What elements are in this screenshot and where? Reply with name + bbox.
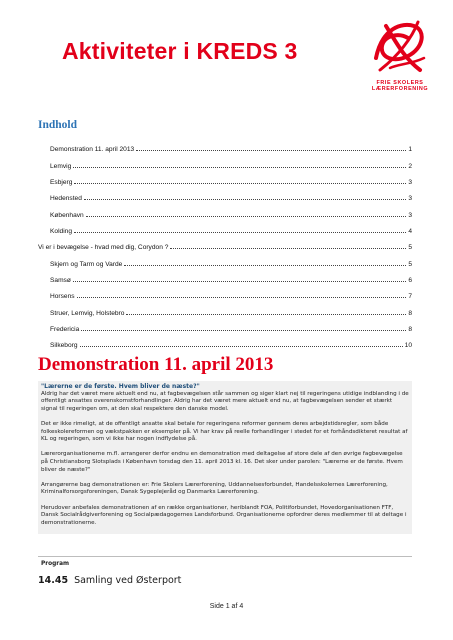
- toc-entry[interactable]: [38, 137, 412, 153]
- toc-entry-page: 5: [408, 260, 412, 268]
- toc-entry-page: 5: [408, 244, 412, 252]
- toc-entry-label: Horsens: [50, 293, 75, 301]
- schedule-text: Samling ved Østerport: [74, 575, 182, 586]
- announcement-subtitle: "Lærerne er de første. Hvem bliver de næste?": [41, 383, 200, 390]
- toc-entry[interactable]: [38, 300, 412, 316]
- toc-entry[interactable]: [38, 268, 412, 284]
- toc-entry-label: Vi er i bevægelse - hvad med dig, Corydon ?: [38, 244, 169, 252]
- schedule-item: [38, 575, 181, 586]
- toc-entry-page: 4: [408, 228, 412, 236]
- toc-dot-leader: [74, 182, 406, 184]
- toc-dot-leader: [73, 166, 406, 168]
- schedule-time: 14.45: [38, 575, 69, 586]
- frie-skolers-logo: [358, 18, 442, 98]
- announcement-box: [38, 381, 412, 534]
- toc-entry-label: Lemvig: [50, 162, 72, 170]
- toc-entry-label: Demonstration 11. april 2013: [50, 146, 135, 154]
- toc-entry-page: 2: [408, 162, 412, 170]
- announcement-paragraph: Arrangørerne bag demonstrationen er: Frie Skolers Lærerforening, Uddannelsesforbundet, Handelsskolernes Lærerforening, Kriminalforsorgsforeningen, Dansk Sygeplejeråd og Danmarks Lærerforening.: [41, 481, 388, 496]
- toc-entry-page: 8: [408, 326, 412, 334]
- toc-entry-page: 3: [408, 195, 412, 203]
- announcement-paragraph: Lærerorganisationerne m.fl. arrangerer derfor endnu en demonstration med deltagelse af store dele af den øvrige fagbevægelse på Christiansborg Slotsplads i København torsdag den 11. april 2013 kl. 16. Det sker under parolen: "Lærerne er de første. Hvem bliver de næste?": [41, 451, 403, 473]
- toc-entry[interactable]: [38, 284, 412, 300]
- toc-entry[interactable]: [38, 202, 412, 218]
- toc-entry[interactable]: [38, 251, 412, 267]
- toc-dot-leader: [84, 198, 406, 200]
- toc-entry[interactable]: [38, 153, 412, 169]
- announcement-paragraph: Aldrig har det været mere aktuelt end nu, at fagbevægelsen står sammen og siger klart nej til regeringens utidige indblanding i de offentligt ansattes overenskomstforhandlinger. Aldrig har det været mere aktuelt end nu, at fagbevægelsen sender et stærkt signal til regeringen om, at den skal respektere den danske model.: [41, 390, 409, 412]
- section-title: Demonstration 11. april 2013: [38, 354, 274, 375]
- logo-line-2: LÆRERFORENING: [371, 86, 429, 93]
- announcement-paragraph: Det er ikke rimeligt, at de offentligt ansatte skal betale for regeringens reformer gennem deres arbejdstidsregler, som både folkeskolereformen og vækstpakken er eksempler på. Vi har krav på reelle forhandlinger i stedet for et forhåndsdikteret resultat af KL og regeringen, som vi ikke har nogen indflydelse på.: [41, 420, 408, 443]
- toc-entry-page: 1: [408, 146, 412, 154]
- program-label: Program: [38, 556, 412, 570]
- logo-mark-icon: [368, 18, 432, 78]
- toc-entry[interactable]: [38, 219, 412, 235]
- toc-entry-label: Silkeborg: [50, 342, 78, 350]
- toc-entry-page: 7: [408, 293, 412, 301]
- toc-entry[interactable]: [38, 235, 412, 251]
- announcement-paragraph: Herudover anbefales demonstrationen af en række organisationer, heriblandt FOA, Politiforbundet, Hovedorganisationen FTF, Dansk Socialrådgiverforening og Socialpædagogernes Landsforbund. Organisationerne opfordrer deres medlemmer til at deltage i demonstrationerne.: [41, 504, 407, 526]
- toc-entry-page: 3: [408, 179, 412, 187]
- toc-heading: Indhold: [38, 119, 78, 131]
- toc-entry[interactable]: [38, 317, 412, 333]
- toc-dot-leader: [86, 215, 407, 217]
- toc-entry[interactable]: [38, 170, 412, 186]
- toc-entry-label: Skjern og Tarm og Varde: [50, 260, 123, 268]
- toc-dot-leader: [73, 280, 406, 282]
- toc-entry[interactable]: [38, 186, 412, 202]
- toc-entry-label: Kolding: [50, 228, 72, 236]
- page-footer: Side 1 af 4: [209, 603, 244, 610]
- toc-entry-page: 6: [408, 277, 412, 285]
- toc-entry-page: 3: [408, 211, 412, 219]
- toc-entry-label: Samsø: [50, 277, 71, 285]
- toc-entry-label: Hedensted: [50, 195, 82, 203]
- toc-dot-leader: [136, 149, 406, 151]
- toc-dot-leader: [77, 296, 407, 298]
- toc-entry[interactable]: [38, 333, 412, 349]
- toc-entry-label: Fredericia: [50, 326, 80, 334]
- toc-entry-page: 10: [404, 342, 412, 350]
- toc-dot-leader: [81, 329, 406, 331]
- toc-dot-leader: [80, 345, 403, 347]
- logo-wordmark: [358, 80, 442, 93]
- toc-dot-leader: [124, 264, 406, 266]
- toc-dot-leader: [170, 247, 406, 249]
- toc-entry-page: 8: [408, 309, 412, 317]
- table-of-contents: [38, 137, 412, 349]
- toc-entry-label: Esbjerg: [50, 179, 73, 187]
- toc-entry-label: København: [50, 211, 84, 219]
- toc-dot-leader: [126, 313, 406, 315]
- logo-line-1: FRIE SKOLERS: [376, 80, 424, 86]
- toc-entry-label: Struer, Lemvig, Holstebro: [50, 309, 125, 317]
- toc-dot-leader: [74, 231, 406, 233]
- page-title: Aktiviteter i KREDS 3: [62, 38, 298, 64]
